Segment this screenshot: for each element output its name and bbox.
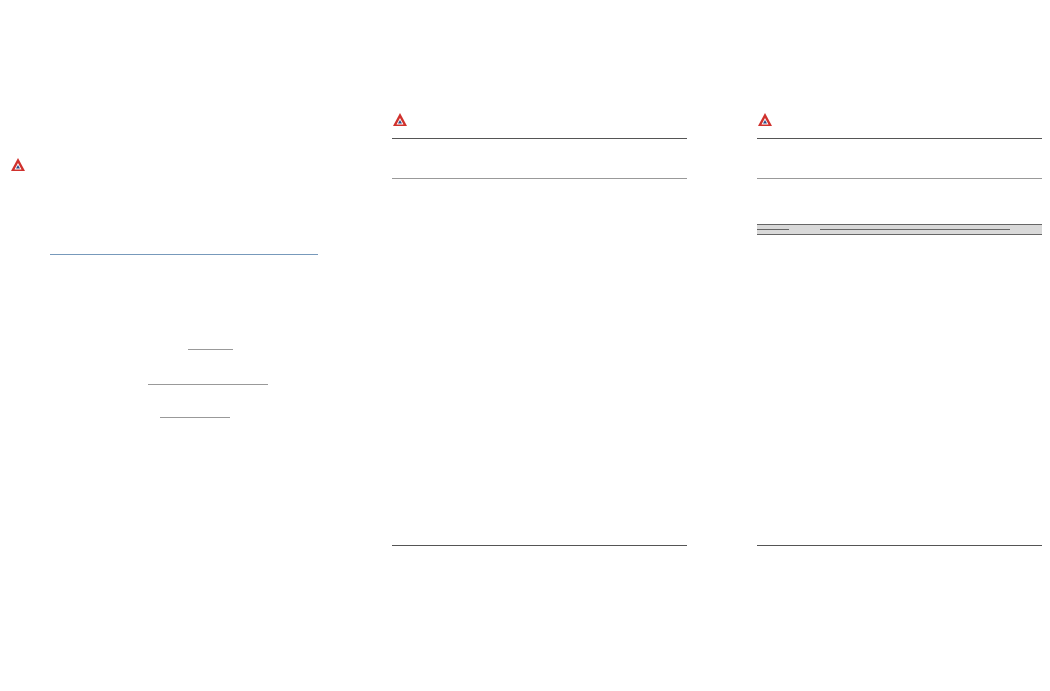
cover-page: [0, 130, 340, 560]
t13-h-no: [757, 230, 789, 235]
t13-h-a3: [884, 230, 916, 235]
reproducibility-table: [757, 224, 1042, 235]
logo-icon: [757, 112, 773, 128]
company-logo: [10, 157, 29, 173]
footer-rule: [757, 545, 1042, 546]
title-underline: [50, 254, 318, 255]
subheader-rule: [392, 178, 687, 179]
t13-h-b3: [979, 230, 1011, 235]
report-no-line: [188, 349, 233, 350]
logo-icon: [392, 112, 408, 128]
footer-rule: [392, 545, 687, 546]
report-page-3: [370, 108, 705, 573]
t13-h-b2: [947, 230, 979, 235]
t13-h-rsd: [1010, 225, 1042, 235]
subheader-rule: [757, 178, 1042, 179]
report-page-10: [735, 108, 1050, 573]
header-rule: [757, 138, 1042, 139]
header-rule: [392, 138, 687, 139]
t13-h-a1: [820, 230, 852, 235]
report-name-line: [148, 384, 268, 385]
logo-icon: [10, 157, 26, 173]
t13-h-b1: [915, 230, 947, 235]
t13-h-a2: [852, 230, 884, 235]
project-line: [160, 417, 230, 418]
page2-logo: [392, 112, 411, 128]
t13-h-substance: [789, 225, 821, 235]
page3-logo: [757, 112, 776, 128]
